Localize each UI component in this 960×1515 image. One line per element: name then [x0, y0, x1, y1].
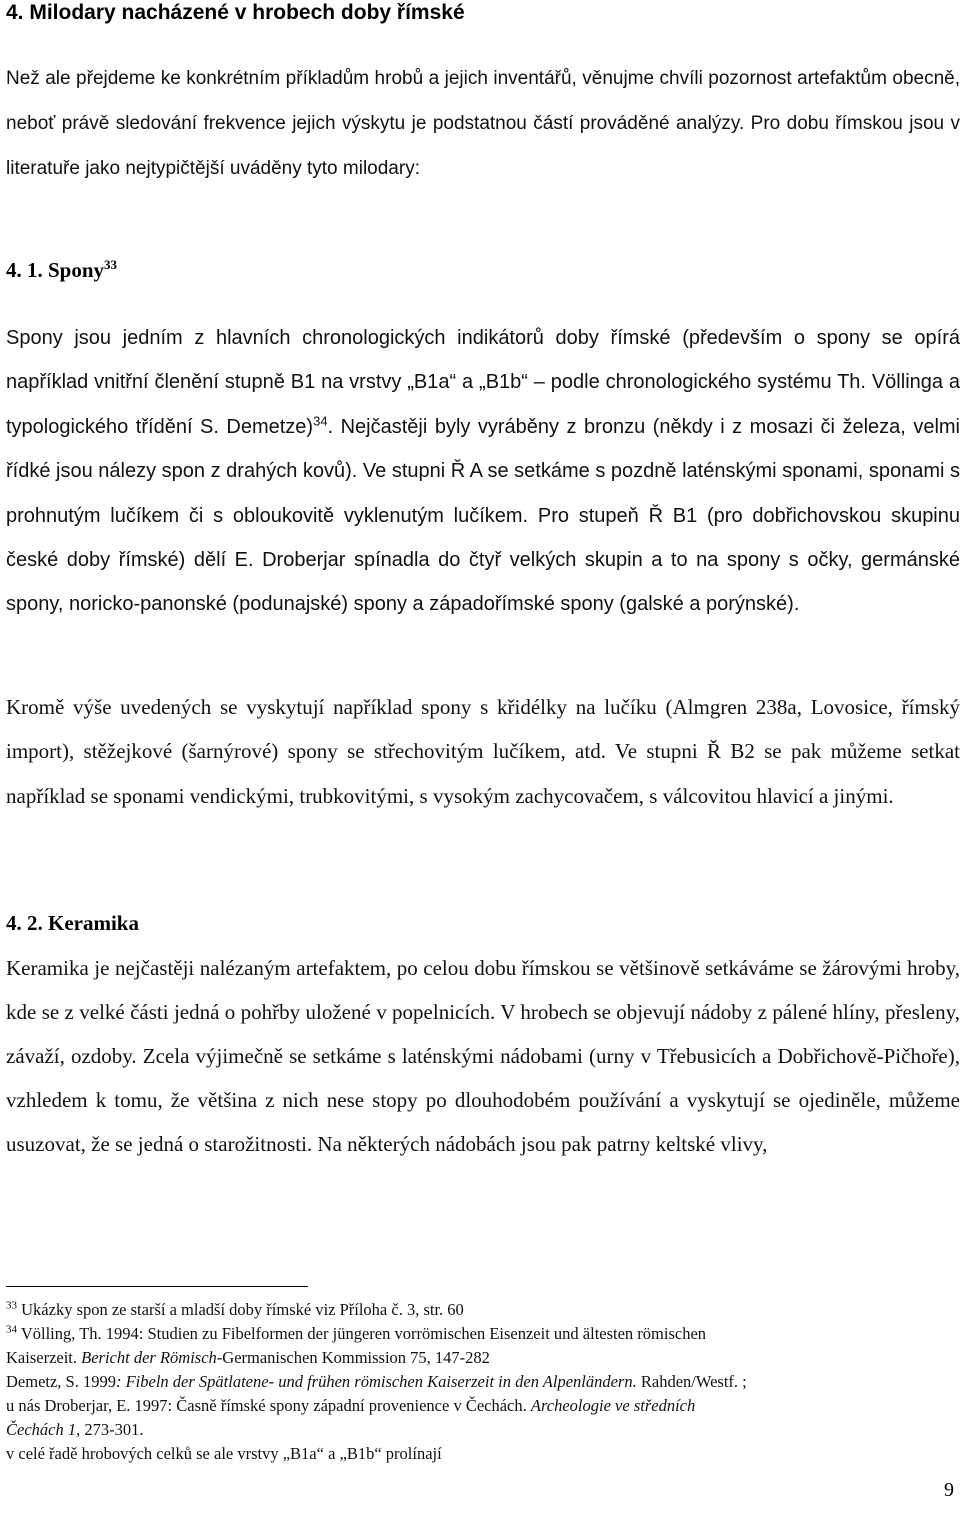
footnote-34-line-1: [6, 1322, 946, 1346]
section-heading-keramika: 4. 2. Keramika: [6, 911, 139, 935]
keramika-paragraph: Keramika je nejčastěji nalézaným artefaktem, po celou dobu římskou se většinově setkáváme se žárovými hroby, kde se z velké části jedná o pohřby uložené v popelnicích. V hrobech se objevují nádoby z pálené hlíny, přesleny, závaží, ozdoby. Zcela výjimečně se setkáme s laténskými nádobami (urny v Třebusicích a Dobřichově-Pičhoře), vzhledem k tomu, že většina z nich nese stopy po dlouhodobém používání a vyskytují se ojediněle, můžeme usuzovat, že se jedná o starožitnosti. Na některých nádobách jsou pak patrny keltské vlivy,: [6, 956, 960, 1156]
footnote-34-text-4b: Archeologie ve středních: [530, 1396, 696, 1415]
footnote-ref-33[interactable]: 33: [104, 257, 118, 272]
footnote-34-number: 34: [6, 1323, 17, 1336]
footnote-33-number: 33: [6, 1299, 17, 1312]
footnote-34-text-3b: : Fibeln der Spätlatene- und frühen römischen Kaiserzeit in den Alpenländern.: [115, 1372, 637, 1391]
chapter-title: 4. Milodary nacházené v hrobech doby římské: [6, 1, 465, 24]
footnote-separator: [6, 1286, 308, 1287]
footnote-34-text-3a: Demetz, S. 1999: [6, 1372, 116, 1391]
section-heading-spony-text: 4. 1. Spony: [6, 258, 105, 282]
footnote-34-text-2b: Bericht der Römisch-: [81, 1348, 223, 1367]
footnotes: [6, 1298, 946, 1466]
spony-text-part-b: . Nejčastěji byly vyráběny z bronzu (někdy i z mosazi či železa, velmi řídké jsou nálezy spon z drahých kovů). Ve stupni Ř A se setkáme s pozdně laténskými sponami, sponami s prohnutým lučíkem či s obloukovitě vyklenutým lučíkem. Pro stupeň Ř B1 (pro dobřichovskou skupinu české doby římské) dělí E. Droberjar spínadla do čtyř velkých skupin a to na spony s očky, germánské spony, noricko-panonské (podunajské) spony a západořímské spony (galské a porýnské).: [6, 415, 960, 616]
footnote-34-text-1: Völling, Th. 1994: Studien zu Fibelformen der jüngeren vorrömischen Eisenzeit und ältesten römischen: [17, 1324, 707, 1343]
footnote-34-text-2c: Germanischen Kommission 75, 147-282: [222, 1348, 490, 1367]
page-number: 9: [944, 1479, 954, 1501]
footnote-34-text-5a: Čechách 1: [6, 1420, 77, 1439]
footnote-33: [6, 1298, 946, 1322]
footnote-34-text-4a: u nás Droberjar, E. 1997: Časně římské spony západní provenience v Čechách.: [6, 1396, 531, 1415]
footnote-34-text-2a: Kaiserzeit.: [6, 1348, 82, 1367]
footnote-34-line-5: [6, 1418, 946, 1442]
footnote-33-text: Ukázky spon ze starší a mladší doby římské viz Příloha č. 3, str. 60: [17, 1300, 464, 1319]
spony-paragraph-2: Kromě výše uvedených se vyskytují například spony s křidélky na lučíku (Almgren 238a, Lovosice, římský import), stěžejkové (šarnýrové) spony se střechovitým lučíkem, atd. Ve stupni Ř B2 se pak můžeme setkat například se sponami vendickými, trubkovitými, s vysokým zachycovačem, s válcovitou hlavicí a jinými.: [6, 695, 960, 808]
footnote-34-text-3c: Rahden/Westf. ;: [636, 1372, 747, 1391]
intro-paragraph: Než ale přejdeme ke konkrétním příkladům hrobů a jejich inventářů, věnujme chvíli pozornost artefaktům obecně, neboť právě sledování frekvence jejich výskytu je podstatnou částí prováděné analýzy. Pro dobu římskou jsou v literatuře jako nejtypičtější uváděny tyto milodary:: [6, 68, 960, 179]
footnote-34-line-3: [6, 1370, 946, 1394]
footnote-34-line-4: [6, 1394, 946, 1418]
footnote-34-text-5b: , 273-301.: [76, 1420, 144, 1439]
section-heading-spony: [6, 256, 117, 284]
spony-paragraph: [6, 316, 960, 627]
footnote-ref-34[interactable]: 34: [313, 413, 328, 429]
footnote-34-line-2: [6, 1346, 946, 1370]
spony-text-part-a: Spony jsou jedním z hlavních chronologických indikátorů doby římské (především o spony se opírá například vnitřní členění stupně B1 na vrstvy „B1a“ a „B1b“ – podle chronologického systému Th. Völlinga a typologického třídění S. Demetze): [6, 327, 960, 438]
footnote-34-line-6: v celé řadě hrobových celků se ale vrstvy „B1a“ a „B1b“ prolínají: [6, 1444, 442, 1463]
